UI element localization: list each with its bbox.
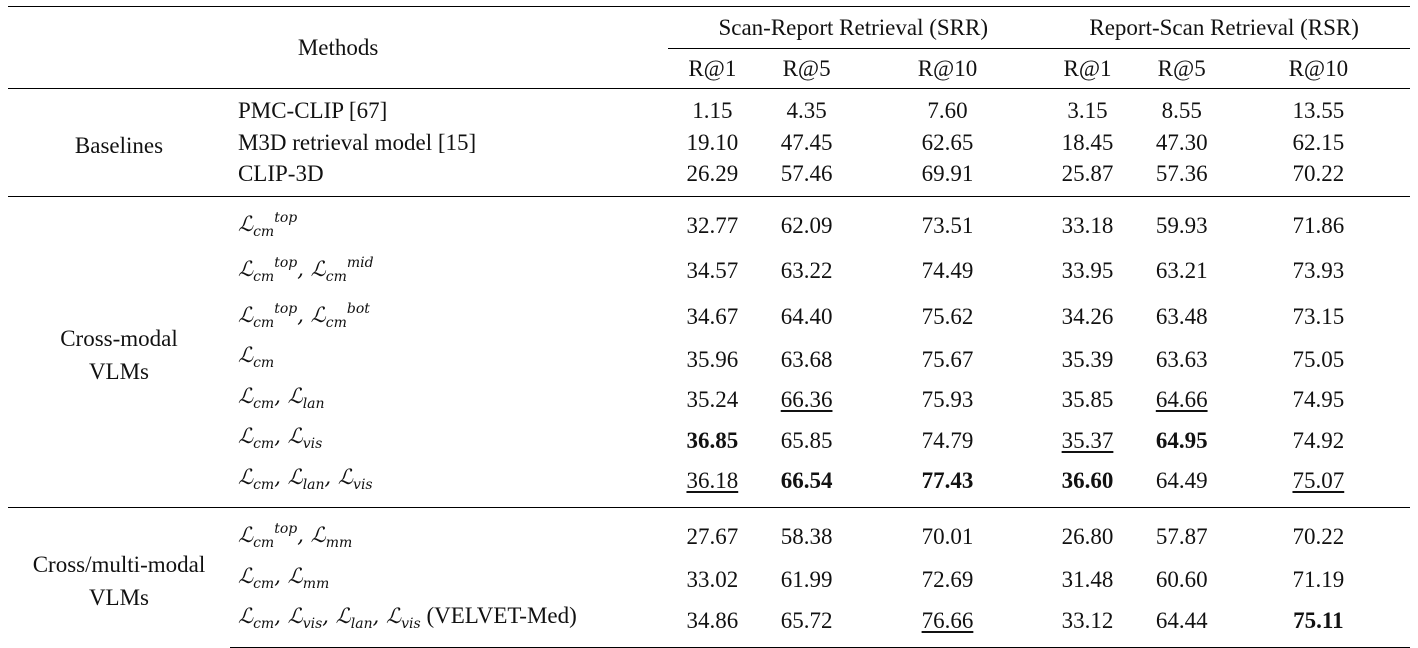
- cell: 7.60: [857, 89, 1039, 127]
- cell: 32.77: [668, 196, 756, 248]
- group-label-line: Cross-modal: [60, 325, 178, 351]
- table-row: [8, 508, 1410, 560]
- cell: 64.44: [1137, 600, 1227, 647]
- cell: 74.95: [1292, 387, 1345, 412]
- cell: 71.86: [1227, 196, 1410, 248]
- method-formula: ℒ$_{cm}^{top}$: [230, 196, 668, 248]
- results-table: [8, 6, 1410, 648]
- cell: 35.96: [686, 346, 739, 372]
- cell: 33.18: [1038, 196, 1136, 248]
- cell: 73.93: [1292, 258, 1345, 283]
- method-formula: ℒ$_{cm}$, ℒ$_{lan}$, ℒ$_{vis}$: [237, 464, 373, 493]
- cell: 75.93: [921, 387, 974, 412]
- cell: 76.66: [857, 600, 1039, 647]
- cell: 63.68: [780, 346, 833, 372]
- group-label-cross-modal: [8, 196, 230, 508]
- cell: 75.05: [1292, 346, 1345, 372]
- table-row: [8, 89, 1410, 127]
- rsr-r1-header: R@1: [1038, 49, 1136, 89]
- group-label-line: Cross/multi-modal: [32, 551, 206, 577]
- cell: 57.36: [1155, 161, 1208, 186]
- cell: 74.92: [1292, 427, 1345, 453]
- rsr-r5-header: R@5: [1137, 49, 1227, 89]
- cell: 63.21: [1155, 258, 1208, 283]
- cell: 19.10: [686, 129, 739, 155]
- rsr-r10-header: R@10: [1227, 49, 1410, 89]
- method-formula: ℒ$_{cm}$, ℒ$_{vis}$, ℒ$_{lan}$, ℒ$_{vis}$ (VELVET-Med): [230, 600, 668, 647]
- cell: 34.67: [686, 303, 739, 329]
- cell: 26.29: [686, 161, 739, 186]
- method-formula: ℒ$_{cm}^{top}$, ℒ$_{cm}^{mid}$: [237, 255, 374, 285]
- cell: 27.67: [668, 508, 756, 560]
- cell: 75.07: [1292, 468, 1345, 493]
- cell: 26.80: [1038, 508, 1136, 560]
- cell: 61.99: [780, 567, 833, 592]
- group-label-line: VLMs: [88, 584, 149, 610]
- cell: 34.26: [1061, 303, 1114, 329]
- cell: 34.86: [668, 600, 756, 647]
- methods-header: Methods: [8, 7, 668, 89]
- cell: 1.15: [668, 89, 756, 127]
- cell: 70.01: [857, 508, 1039, 560]
- cell: 18.45: [1061, 129, 1114, 155]
- method-formula: ℒ$_{cm}$, ℒ$_{vis}$: [237, 424, 323, 452]
- table-row: [8, 196, 1410, 248]
- cell: 33.95: [1061, 258, 1114, 283]
- cell: 70.22: [1292, 161, 1345, 186]
- cell: 33.12: [1038, 600, 1136, 647]
- cell: 75.62: [921, 303, 974, 329]
- cell: 57.46: [780, 161, 833, 186]
- method-formula: ℒ$_{cm}^{top}$, ℒ$_{mm}$: [230, 508, 668, 560]
- rsr-header: Report-Scan Retrieval (RSR): [1038, 7, 1410, 49]
- srr-r5-header: R@5: [757, 49, 857, 89]
- method-formula: ℒ$_{cm}$, ℒ$_{lan}$: [237, 383, 325, 412]
- cell: 64.49: [1155, 468, 1208, 493]
- cell: 69.91: [921, 161, 974, 186]
- cell: 13.55: [1227, 89, 1410, 127]
- cell: 31.48: [1061, 567, 1114, 592]
- srr-r1-header: R@1: [668, 49, 756, 89]
- group-label-line: VLMs: [88, 358, 149, 384]
- cell: 73.51: [857, 196, 1039, 248]
- cell: 64.40: [780, 303, 833, 329]
- cell: 62.65: [921, 129, 974, 155]
- group-label-cross-multi-modal: [8, 508, 230, 648]
- cell: 62.15: [1292, 129, 1345, 155]
- group-label-baselines: Baselines: [8, 89, 230, 197]
- cell: 75.67: [921, 346, 974, 372]
- cell: 25.87: [1061, 161, 1114, 186]
- cell: 58.38: [757, 508, 857, 560]
- cell: 34.57: [686, 258, 739, 283]
- cell: 47.30: [1155, 129, 1208, 155]
- srr-header: Scan-Report Retrieval (SRR): [668, 7, 1038, 49]
- cell: 35.37: [1061, 427, 1114, 453]
- cell: 63.22: [780, 258, 833, 283]
- srr-r10-header: R@10: [857, 49, 1039, 89]
- method-name: M3D retrieval model [15]: [237, 129, 477, 155]
- cell: 65.85: [780, 427, 833, 453]
- cell: 36.18: [686, 468, 739, 493]
- cell: 8.55: [1137, 89, 1227, 127]
- cell: 74.49: [921, 258, 974, 283]
- cell: 65.72: [757, 600, 857, 647]
- cell: 59.93: [1137, 196, 1227, 248]
- cell: 57.87: [1137, 508, 1227, 560]
- cell: 63.63: [1155, 346, 1208, 372]
- cell: 66.54: [780, 468, 833, 493]
- cell: 74.79: [921, 427, 974, 453]
- cell: 35.39: [1061, 346, 1114, 372]
- cell: 36.60: [1061, 468, 1114, 493]
- cell: 70.22: [1227, 508, 1410, 560]
- cell: 35.85: [1061, 387, 1114, 412]
- cell: 63.48: [1155, 303, 1208, 329]
- cell: 33.02: [686, 567, 739, 592]
- cell: 4.35: [757, 89, 857, 127]
- cell: 47.45: [780, 129, 833, 155]
- method-formula: ℒ$_{cm}$, ℒ$_{mm}$: [237, 563, 330, 592]
- method-formula: ℒ$_{cm}$: [237, 343, 275, 371]
- method-formula: ℒ$_{cm}^{top}$, ℒ$_{cm}^{bot}$: [237, 300, 370, 331]
- cell: 71.19: [1292, 567, 1345, 592]
- method-name: PMC-CLIP [67]: [230, 89, 668, 127]
- cell: 36.85: [686, 427, 739, 453]
- model-name: (VELVET-Med): [426, 603, 577, 628]
- cell: 73.15: [1292, 303, 1345, 329]
- cell: 35.24: [686, 387, 739, 412]
- cell: 75.11: [1227, 600, 1410, 647]
- cell: 60.60: [1155, 567, 1208, 592]
- cell: 77.43: [921, 468, 974, 493]
- method-name: CLIP-3D: [237, 161, 324, 186]
- cell: 3.15: [1038, 89, 1136, 127]
- cell: 64.95: [1155, 427, 1208, 453]
- cell: 64.66: [1155, 387, 1208, 412]
- cell: 66.36: [780, 387, 833, 412]
- cell: 72.69: [921, 567, 974, 592]
- cell: 62.09: [757, 196, 857, 248]
